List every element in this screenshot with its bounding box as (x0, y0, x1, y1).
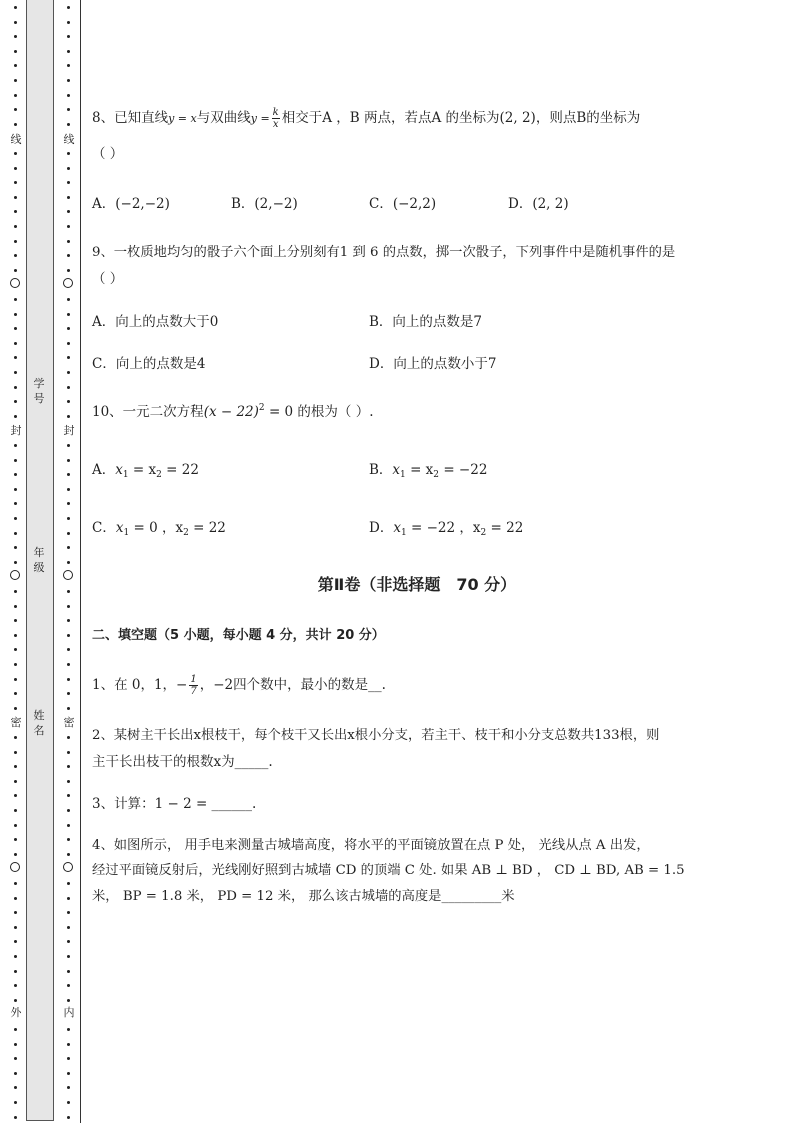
seal-dot (67, 371, 70, 374)
inner-circle-marker (63, 862, 73, 872)
q10-equation-exponent: 2 (258, 403, 265, 413)
seal-dot (67, 6, 70, 9)
seal-dot (67, 911, 70, 914)
fill-question-4-line-1: 4、如图所示， 用手电来测量古城墙高度，将水平的平面镜放置在点 P 处， 光线从点 A 出发， (92, 838, 650, 853)
seal-dot (67, 400, 70, 403)
seal-dot (67, 488, 70, 491)
grade-label-text: 年级 (33, 546, 45, 574)
seal-dot (67, 123, 70, 126)
seal-dot (67, 663, 70, 666)
seal-dot (67, 64, 70, 67)
seal-dot (14, 313, 17, 316)
seal-dot (14, 21, 17, 24)
seal-dot (14, 167, 17, 170)
seal-dot (67, 1072, 70, 1075)
seal-dot (14, 298, 17, 301)
q10-a-mid: = x (128, 462, 157, 478)
seal-dot (67, 648, 70, 651)
seal-dot (67, 108, 70, 111)
seal-dot (14, 532, 17, 535)
q8-fraction (272, 107, 280, 130)
seal-dot (14, 634, 17, 637)
f1-prefix: 1、在 0，1，− (92, 677, 188, 693)
seal-dot (14, 488, 17, 491)
q10-b-sub2: 2 (433, 470, 440, 480)
fill-question-4-line-2: 经过平面镜反射后，光线刚好照到古城墙 CD 的顶端 C 处. 如果 AB ⊥ BD ， CD ⊥ BD, AB = 1.5 (92, 863, 685, 878)
name-label-text: 姓名 (33, 709, 45, 737)
q10-c-sub2: 2 (183, 528, 189, 538)
seal-dot (67, 473, 70, 476)
seal-dot (67, 1028, 70, 1031)
seal-dot (14, 108, 17, 111)
seal-dot (67, 707, 70, 710)
seal-dot (14, 663, 17, 666)
f1-frac-denominator: 7 (190, 686, 197, 697)
seal-dot (67, 313, 70, 316)
q8-option-d: D．(2, 2) (508, 196, 569, 212)
seal-dot (67, 21, 70, 24)
q10-b-letter: B． (369, 462, 393, 478)
q10-prefix: 10、一元二次方程 (92, 404, 204, 420)
seal-dot (67, 897, 70, 900)
seal-dot (67, 853, 70, 856)
seal-dot (67, 269, 70, 272)
q8-tail-text: 相交于A ，B 两点，若点A 的坐标为(2, 2)，则点B的坐标为 (281, 110, 641, 126)
seal-dot (67, 167, 70, 170)
q10-a-rhs: = 22 (161, 462, 199, 478)
seal-dot (67, 619, 70, 622)
seal-dot (14, 809, 17, 812)
seal-dot (14, 984, 17, 987)
q10-d-sub2: 2 (480, 528, 487, 538)
seal-dot (14, 1101, 17, 1104)
seal-dot (67, 765, 70, 768)
seal-dot (14, 79, 17, 82)
f1-frac-numerator: 1 (190, 674, 197, 685)
seal-dot (14, 240, 17, 243)
seal-dot (14, 415, 17, 418)
q8-frac-denominator: x (272, 119, 279, 130)
inner-dotted-line (62, 0, 76, 1123)
seal-dot (67, 94, 70, 97)
seal-dot (14, 824, 17, 827)
outer-circle-marker (10, 278, 20, 288)
q10-d-rhs: = 22 (486, 520, 524, 536)
seal-dot (67, 955, 70, 958)
q10-option-d (369, 516, 523, 538)
question-8 (92, 106, 640, 130)
inner-seal-label-1: 线 (63, 133, 75, 146)
q8-option-b: B．(2,−2) (231, 196, 298, 212)
seal-dot (14, 692, 17, 695)
seal-dot (14, 678, 17, 681)
seal-dot (14, 940, 17, 943)
q8-prefix: 8、已知直线 (92, 110, 169, 126)
seal-dot (14, 473, 17, 476)
q9-option-c: C．向上的点数是4 (92, 356, 206, 372)
seal-dot (67, 152, 70, 155)
seal-dot (14, 371, 17, 374)
q10-c-letter: C． (92, 520, 116, 536)
q10-b-mid: = x (405, 462, 434, 478)
seal-dot (14, 605, 17, 608)
q10-d-var1: x (393, 520, 401, 536)
seal-dot (67, 970, 70, 973)
q10-c-sub1: 1 (123, 528, 130, 538)
seal-dot (14, 1072, 17, 1075)
seal-dot (14, 897, 17, 900)
binding-margin (0, 0, 82, 1123)
seal-dot (67, 50, 70, 53)
seal-dot (67, 678, 70, 681)
outer-seal-label-4: 外 (10, 1006, 22, 1019)
seal-dot (67, 809, 70, 812)
seal-dot (67, 926, 70, 929)
seal-dot (14, 459, 17, 462)
seal-dot (14, 196, 17, 199)
seal-dot (14, 1086, 17, 1089)
question-10 (92, 400, 374, 420)
q10-b-rhs: = −22 (439, 462, 488, 478)
seal-dot (14, 707, 17, 710)
student-id-label-text: 学号 (33, 377, 45, 405)
seal-dot (67, 634, 70, 637)
seal-dot (14, 561, 17, 564)
seal-dot (14, 342, 17, 345)
seal-dot (14, 970, 17, 973)
seal-dot (14, 152, 17, 155)
q10-b-var1: x (392, 462, 401, 478)
seal-dot (67, 882, 70, 885)
q10-option-b (369, 458, 487, 480)
q10-c-var1: x (115, 520, 124, 536)
seal-dot (14, 765, 17, 768)
seal-dot (67, 824, 70, 827)
q10-equation-tail: = 0 的根为（ ）. (264, 404, 374, 420)
seal-dot (67, 984, 70, 987)
f1-tail: ，−2四个数中，最小的数是__. (199, 677, 386, 693)
seal-dot (14, 50, 17, 53)
seal-dot (14, 225, 17, 228)
seal-dot (14, 751, 17, 754)
outer-circle-marker (10, 570, 20, 580)
seal-dot (67, 517, 70, 520)
seal-dot (67, 590, 70, 593)
q10-d-sub1: 1 (400, 528, 407, 538)
seal-dot (14, 794, 17, 797)
seal-dot (67, 780, 70, 783)
seal-dot (67, 444, 70, 447)
seal-dot (67, 386, 70, 389)
outer-seal-label-1: 线 (10, 133, 22, 146)
q10-a-sub2: 2 (156, 470, 162, 480)
fill-question-4-line-3: 米， BP = 1.8 米， PD = 12 米， 那么该古城墙的高度是_________米 (92, 889, 515, 904)
seal-dot (67, 1086, 70, 1089)
fill-question-1 (92, 673, 386, 697)
seal-dot (67, 502, 70, 505)
seal-dot (67, 254, 70, 257)
seal-dot (67, 736, 70, 739)
seal-dot (14, 400, 17, 403)
seal-dot (14, 619, 17, 622)
seal-dot (67, 327, 70, 330)
q10-a-letter: A． (92, 462, 116, 478)
seal-dot (14, 882, 17, 885)
seal-dot (67, 605, 70, 608)
seal-dot (67, 196, 70, 199)
q10-d-letter: D． (369, 520, 394, 536)
fill-question-2-line-2: 主干长出枝干的根数x为_____. (92, 754, 273, 770)
q8-line-equation: y = x (168, 112, 197, 125)
seal-dot (67, 1116, 70, 1119)
seal-dot (14, 1057, 17, 1060)
seal-dot (67, 794, 70, 797)
seal-dot (67, 415, 70, 418)
seal-dot (67, 1043, 70, 1046)
seal-dot (14, 210, 17, 213)
seal-dot (67, 838, 70, 841)
q10-option-a (92, 458, 199, 480)
fill-question-3: 3、计算：1 − 2 = ______. (92, 796, 257, 812)
inner-circle-marker (63, 278, 73, 288)
seal-dot (14, 444, 17, 447)
seal-dot (67, 356, 70, 359)
q10-a-sub1: 1 (122, 470, 129, 480)
seal-dot (14, 502, 17, 505)
seal-dot (14, 546, 17, 549)
seal-dot (67, 240, 70, 243)
seal-dot (14, 356, 17, 359)
seal-dot (14, 181, 17, 184)
f1-fraction (189, 674, 197, 697)
outer-circle-marker (10, 862, 20, 872)
inner-seal-label-2: 封 (63, 424, 75, 437)
q9-option-a: A．向上的点数大于0 (92, 314, 219, 330)
seal-dot (67, 751, 70, 754)
question-9: 9、一枚质地均匀的骰子六个面上分别刻有1 到 6 的点数，掷一次骰子，下列事件中是随机事件的是 (92, 245, 676, 260)
seal-dot (14, 911, 17, 914)
seal-dot (14, 736, 17, 739)
inner-circle-marker (63, 570, 73, 580)
seal-dot (14, 853, 17, 856)
seal-dot (67, 1101, 70, 1104)
outer-seal-label-2: 封 (10, 424, 22, 437)
q10-option-c (92, 516, 226, 538)
outer-seal-label-3: 密 (10, 716, 22, 729)
name-field-label (26, 708, 52, 738)
q9-paren: （ ） (92, 271, 124, 287)
seal-dot (14, 123, 17, 126)
seal-dot (67, 940, 70, 943)
seal-dot (14, 254, 17, 257)
seal-dot (14, 1116, 17, 1119)
seal-dot (67, 999, 70, 1002)
seal-dot (14, 648, 17, 651)
seal-dot (67, 459, 70, 462)
q8-option-c: C．(−2,2) (369, 196, 437, 212)
grade-field-label (26, 545, 52, 575)
seal-dot (14, 999, 17, 1002)
seal-dot (67, 532, 70, 535)
part-2-title: 第Ⅱ卷（非选择题 70 分） (317, 575, 517, 594)
q8-mid-text: 与双曲线 (196, 110, 251, 126)
seal-dot (14, 6, 17, 9)
seal-dot (14, 386, 17, 389)
inner-seal-label-4: 内 (63, 1006, 75, 1019)
seal-dot (14, 517, 17, 520)
q10-c-mid: = 0 ，x (129, 520, 184, 536)
q10-d-mid: = −22 ，x (406, 520, 481, 536)
seal-dot (67, 35, 70, 38)
seal-dot (67, 692, 70, 695)
seal-dot (14, 327, 17, 330)
fill-question-2-line-1: 2、某树主干长出x根枝干，每个枝干又长出x根小分支，若主干、枝干和小分支总数共133根，则 (92, 728, 660, 743)
q8-option-a: A．(−2,−2) (92, 196, 170, 212)
seal-dot (67, 225, 70, 228)
q10-a-var1: x (115, 462, 123, 478)
q10-equation-base: (x − 22) (203, 404, 259, 420)
q9-option-d: D．向上的点数小于7 (369, 356, 497, 372)
inner-seal-label-3: 密 (63, 716, 75, 729)
q10-c-rhs: = 22 (188, 520, 226, 536)
q9-option-b: B．向上的点数是7 (369, 314, 483, 330)
seal-dot (67, 298, 70, 301)
seal-dot (14, 64, 17, 67)
seal-dot (14, 590, 17, 593)
q8-paren: （ ） (92, 146, 124, 162)
seal-dot (14, 955, 17, 958)
seal-dot (67, 181, 70, 184)
binding-border-line (80, 0, 81, 1123)
seal-dot (14, 1043, 17, 1046)
seal-dot (14, 838, 17, 841)
seal-dot (14, 926, 17, 929)
seal-dot (67, 546, 70, 549)
q8-frac-numerator: k (272, 107, 279, 118)
seal-dot (67, 79, 70, 82)
seal-dot (14, 35, 17, 38)
seal-dot (14, 269, 17, 272)
outer-dotted-line (9, 0, 23, 1123)
seal-dot (67, 561, 70, 564)
seal-dot (14, 1028, 17, 1031)
q10-b-sub1: 1 (400, 470, 406, 480)
seal-dot (14, 780, 17, 783)
seal-dot (14, 94, 17, 97)
seal-dot (67, 210, 70, 213)
fill-in-section-heading: 二、填空题（5 小题，每小题 4 分，共计 20 分） (92, 628, 385, 643)
seal-dot (67, 1057, 70, 1060)
q8-hyperbola-lhs: y = (250, 112, 270, 125)
student-id-field-label (26, 376, 52, 406)
seal-dot (67, 342, 70, 345)
